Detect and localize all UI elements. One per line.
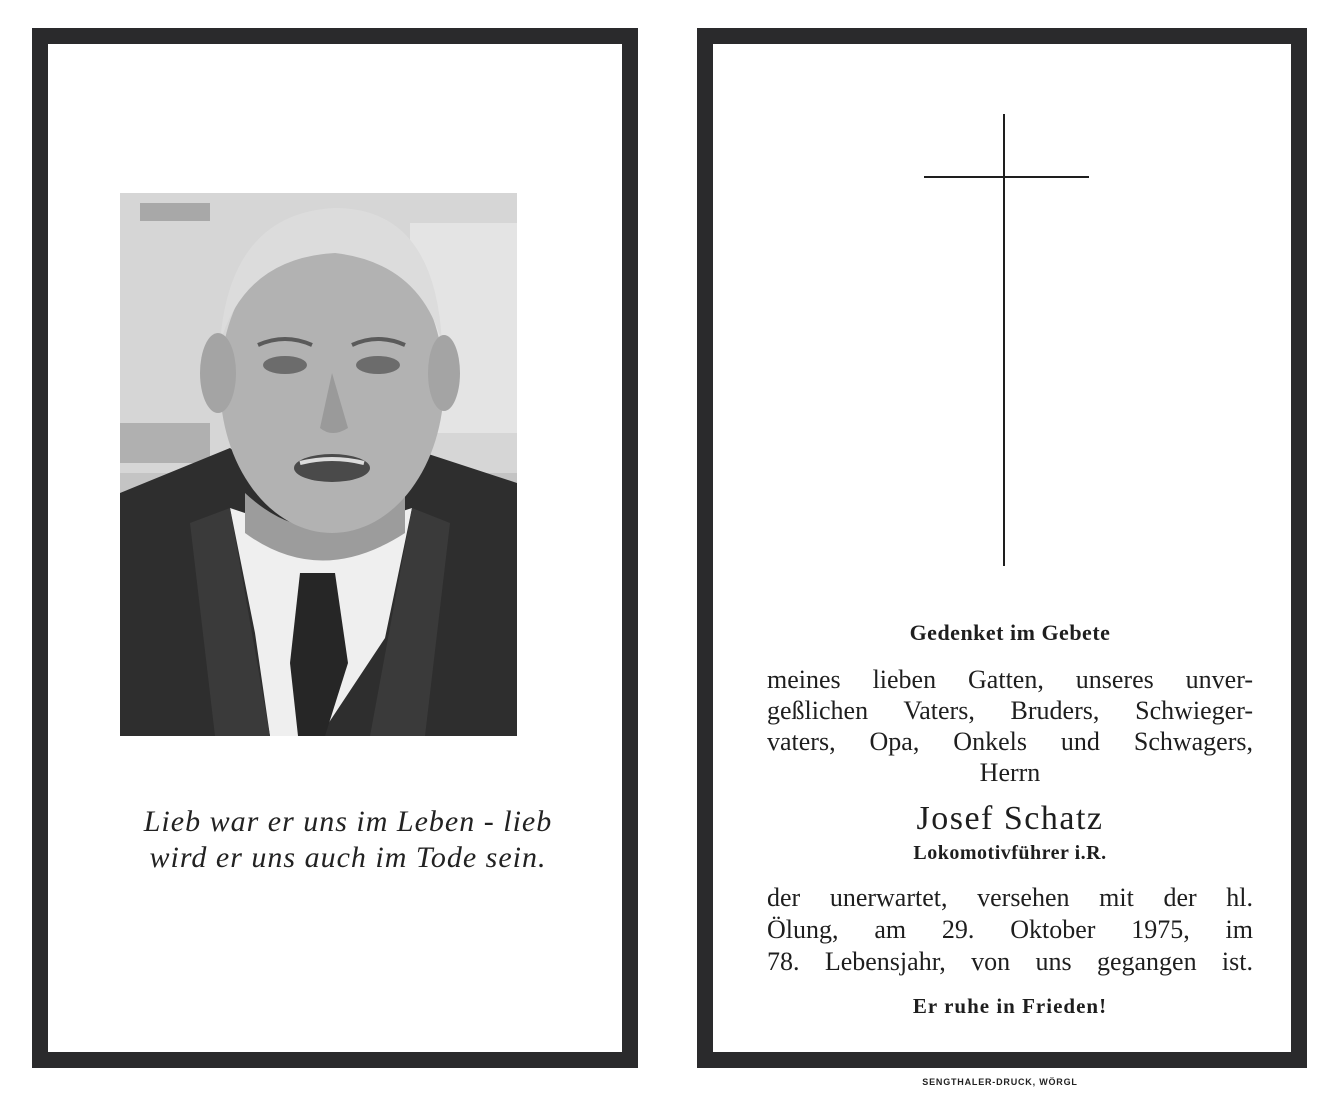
heading: Gedenket im Gebete	[909, 620, 1111, 645]
portrait-photo	[120, 193, 517, 736]
deceased-occupation: Lokomotivführer i.R.	[913, 842, 1107, 864]
intro-line-4: Herrn	[979, 758, 1041, 787]
cross-horizontal-bar	[924, 176, 1089, 178]
deceased-name: Josef Schatz	[916, 800, 1104, 837]
memorial-quote	[88, 804, 608, 876]
closing-phrase: Er ruhe in Frieden!	[912, 994, 1108, 1018]
death-line-2: Ölung, am 29. Oktober 1975, im	[767, 915, 1253, 944]
memorial-card-right	[697, 28, 1307, 1068]
intro-paragraph	[767, 664, 1253, 788]
intro-line-3: vaters, Opa, Onkels und Schwagers,	[767, 727, 1253, 756]
printer-imprint: SENGTHALER-DRUCK, WÖRGL	[922, 1077, 1078, 1087]
quote-line-2: wird er uns auch im Tode sein.	[149, 841, 547, 874]
cross-vertical-bar	[1003, 114, 1005, 566]
death-line-1: der unerwartet, versehen mit der hl.	[767, 883, 1253, 912]
death-paragraph	[767, 882, 1253, 978]
intro-line-2: geßlichen Vaters, Bruders, Schwieger-	[767, 696, 1253, 725]
intro-line-1: meines lieben Gatten, unseres unver-	[767, 665, 1253, 694]
quote-line-1: Lieb war er uns im Leben - lieb	[143, 805, 553, 838]
death-line-3: 78. Lebensjahr, von uns gegangen ist.	[767, 947, 1253, 976]
memorial-card-left	[32, 28, 638, 1068]
